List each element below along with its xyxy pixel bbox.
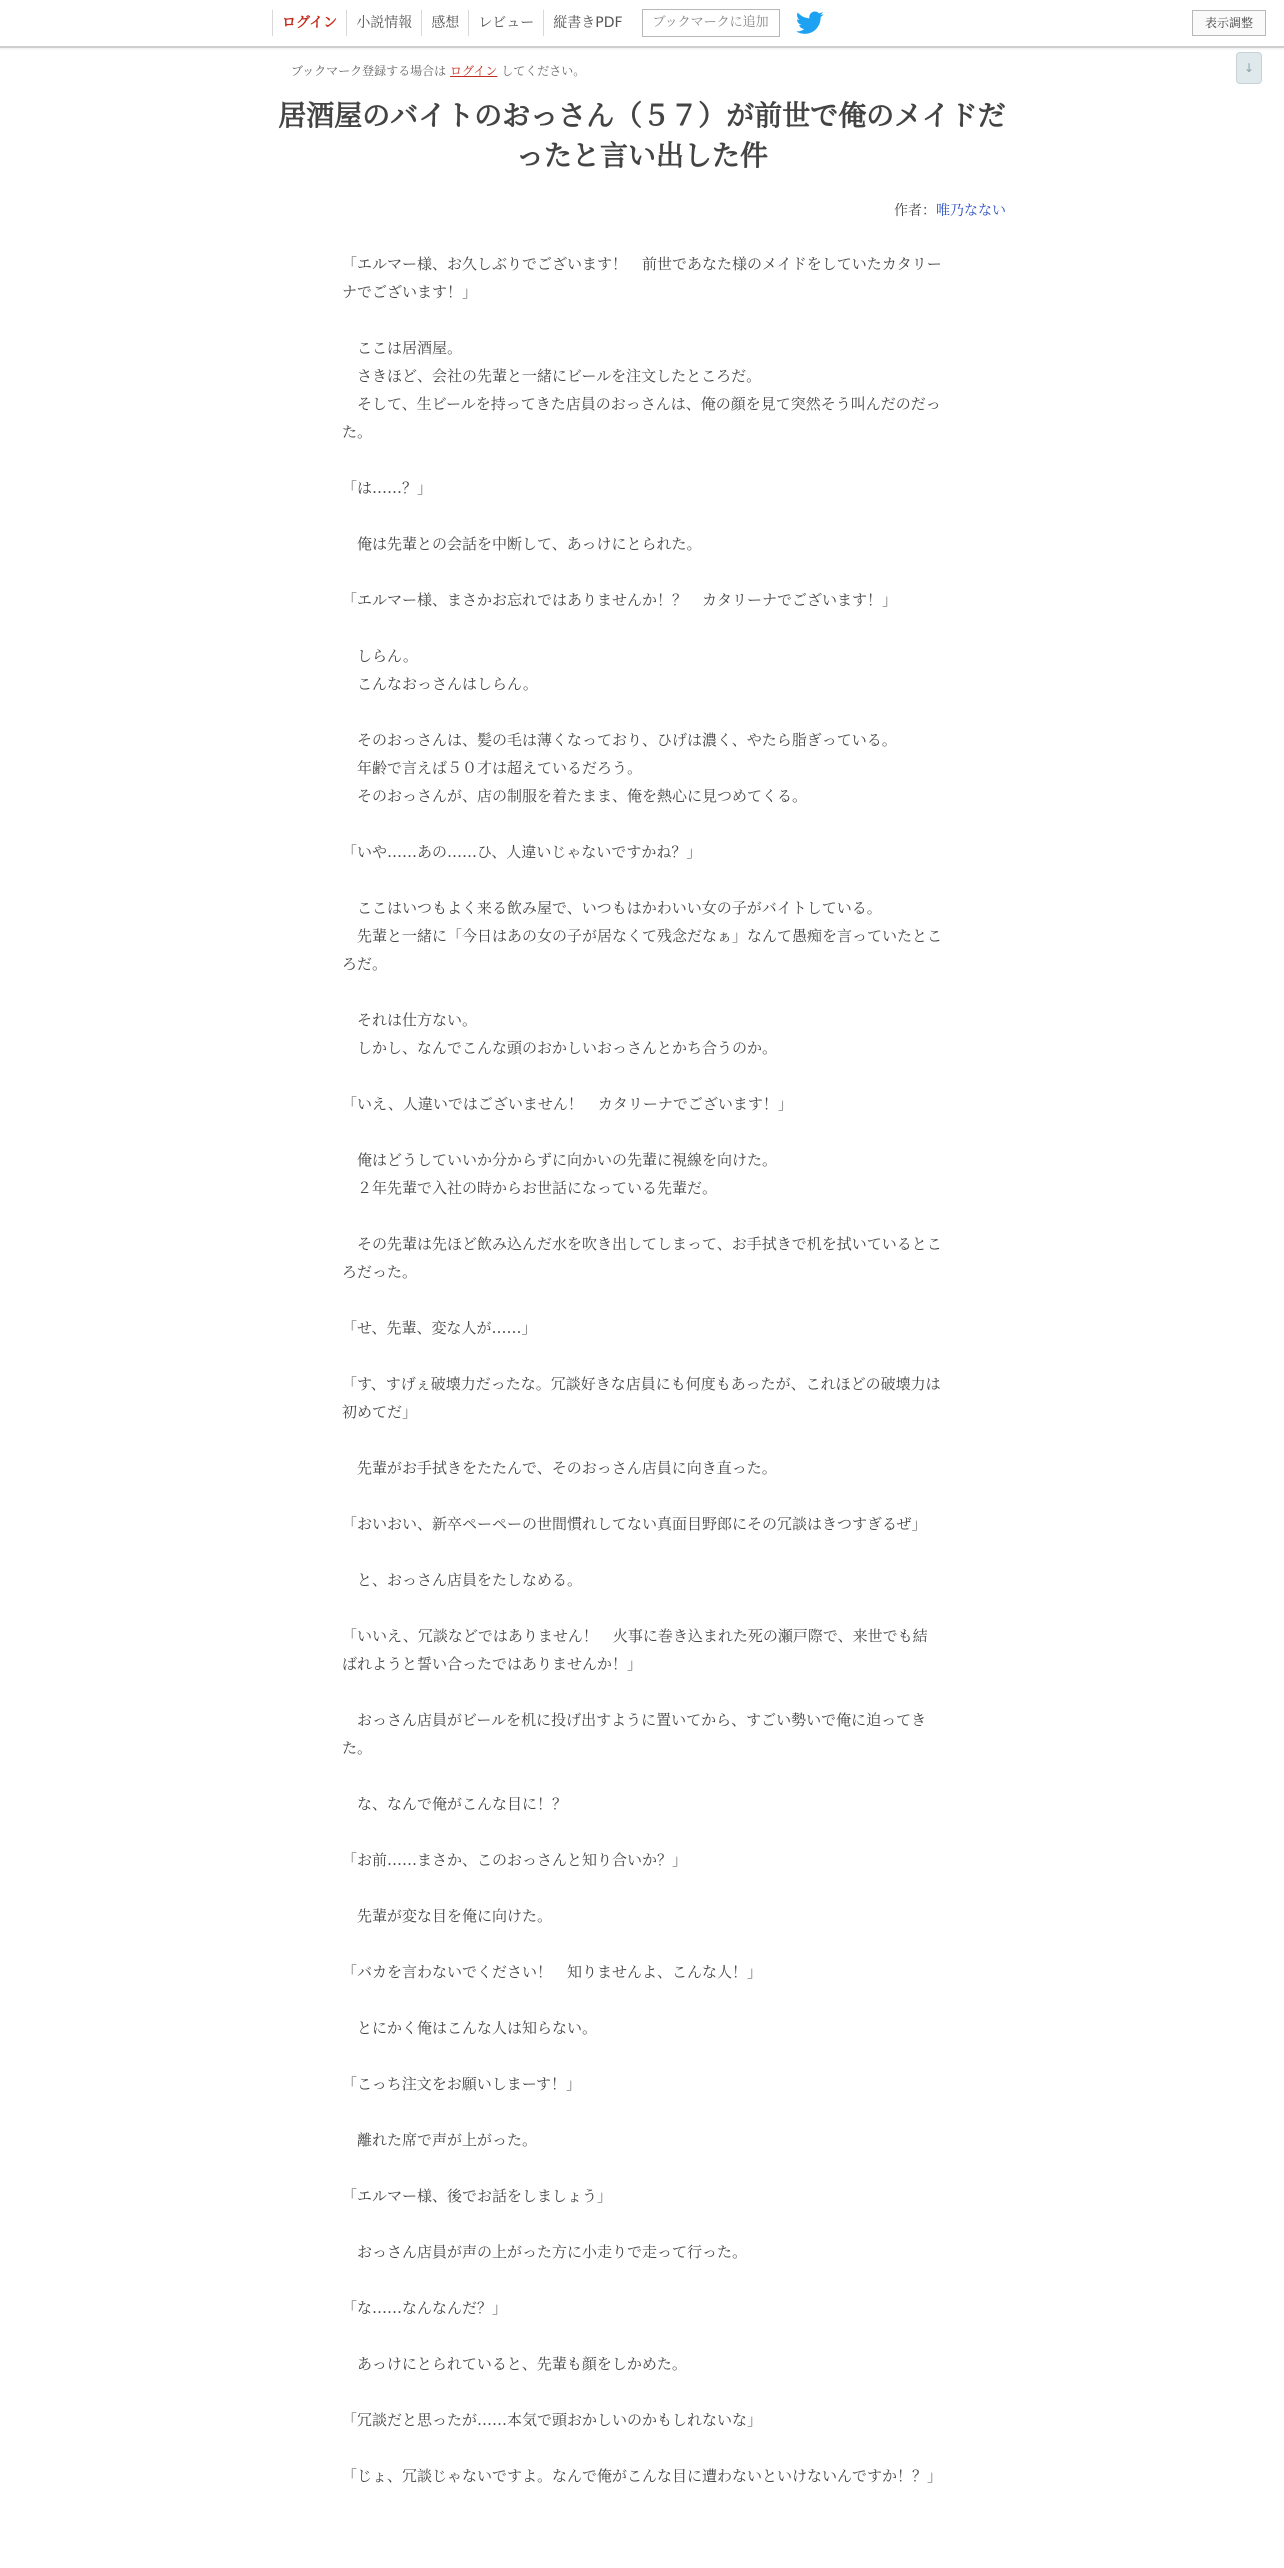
scroll-down-button[interactable] (1236, 52, 1262, 84)
body-paragraph: 「いいえ、冗談などではありません！ 火事に巻き込まれた死の瀬戸際で、来世でも結ばれようと誓い合ったではありませんか！」 (342, 1627, 928, 1673)
blank-line (342, 1986, 942, 2014)
blank-line (342, 1874, 942, 1902)
body-paragraph: しらん。 (342, 647, 418, 665)
bookmark-notice-prefix: ブックマーク登録する場合は (291, 64, 447, 78)
add-bookmark-button[interactable]: ブックマークに追加 (642, 9, 780, 37)
body-paragraph: それは仕方ない。 (342, 1011, 478, 1029)
blank-line (342, 1678, 942, 1706)
down-arrow-icon: ↓ (1243, 61, 1255, 75)
body-paragraph: そして、生ビールを持ってきた店員のおっさんは、俺の顔を見て突然そう叫んだのだった。 (342, 395, 941, 441)
body-paragraph: 「じょ、冗談じゃないですよ。なんで俺がこんな目に遭わないといけないんですか！？」 (342, 2467, 943, 2485)
body-paragraph: 先輩が変な目を俺に向けた。 (342, 1907, 553, 1925)
body-paragraph: ここはいつもよく来る飲み屋で、いつもはかわいい女の子がバイトしている。 (342, 899, 882, 917)
blank-line (342, 1426, 942, 1454)
body-paragraph: とにかく俺はこんな人は知らない。 (342, 2019, 598, 2037)
blank-line (342, 1202, 942, 1230)
author-name-link[interactable]: 唯乃なない (936, 203, 1006, 219)
body-paragraph: 「おいおい、新卒ペーペーの世間慣れしてない真面目野郎にその冗談はきつすぎるぜ」 (342, 1515, 927, 1533)
author-label: 作者： (894, 203, 936, 219)
blank-line (342, 2434, 942, 2462)
body-paragraph: 「な……なんなんだ？」 (342, 2299, 508, 2317)
nav-impressions-link[interactable]: 感想 (421, 10, 468, 36)
body-paragraph: 「お前……まさか、このおっさんと知り合いか？」 (342, 1851, 688, 1869)
top-navigation-bar (0, 0, 1284, 48)
blank-line (342, 866, 942, 894)
body-paragraph: 「冗談だと思ったが……本気で頭おかしいのかもしれないな」 (342, 2411, 763, 2429)
body-paragraph: 「す、すげぇ破壊力だったな。冗談好きな店員にも何度もあったが、これほどの破壊力は初めてだ」 (342, 1375, 941, 1421)
blank-line (342, 2266, 942, 2294)
body-paragraph: さきほど、会社の先輩と一緒にビールを注文したところだ。 (342, 367, 762, 385)
nav-review-link[interactable]: レビュー (468, 10, 543, 36)
blank-line (342, 978, 942, 1006)
body-paragraph: しかし、なんでこんな頭のおかしいおっさんとかち合うのか。 (342, 1039, 778, 1057)
body-paragraph: その先輩は先ほど飲み込んだ水を吹き出してしまって、お手拭きで机を拭いているところだった。 (342, 1235, 942, 1281)
body-paragraph: そのおっさんが、店の制服を着たまま、俺を熱心に見つめてくる。 (342, 787, 808, 805)
body-paragraph: ここは居酒屋。 (342, 339, 463, 357)
blank-line (342, 2098, 942, 2126)
body-paragraph: な、なんで俺がこんな目に！？ (342, 1795, 568, 1813)
blank-line (342, 502, 942, 530)
body-paragraph: 俺は先輩との会話を中断して、あっけにとられた。 (342, 535, 702, 553)
blank-line (342, 558, 942, 586)
bookmark-notice-login-link[interactable]: ログイン (450, 64, 498, 78)
bookmark-notice-suffix: してください。 (501, 64, 586, 78)
blank-line (342, 1342, 942, 1370)
blank-line (342, 614, 942, 642)
blank-line (342, 810, 942, 838)
blank-line (342, 1118, 942, 1146)
blank-line (342, 2378, 942, 2406)
body-paragraph: 先輩と一緒に「今日はあの女の子が居なくて残念だなぁ」なんて愚痴を言っていたところだ。 (342, 927, 943, 973)
nav-login-link[interactable]: ログイン (272, 10, 346, 36)
blank-line (342, 306, 942, 334)
blank-line (342, 2042, 942, 2070)
body-paragraph: 俺はどうしていいか分からずに向かいの先輩に視線を向けた。 (342, 1151, 778, 1169)
nav-vertical-pdf-link[interactable]: 縦書きPDF (543, 10, 631, 36)
blank-line (342, 1482, 942, 1510)
body-paragraph: そのおっさんは、髪の毛は薄くなっており、ひげは濃く、やたら脂ぎっている。 (342, 731, 897, 749)
blank-line (342, 2210, 942, 2238)
body-paragraph: 「いえ、人違いではございません！ カタリーナでございます！」 (342, 1095, 793, 1113)
blank-line (342, 1818, 942, 1846)
body-paragraph: 「バカを言わないでください！ 知りませんよ、こんな人！」 (342, 1963, 763, 1981)
body-paragraph: 「は……？」 (342, 479, 433, 497)
blank-line (342, 446, 942, 474)
blank-line (342, 1062, 942, 1090)
body-paragraph: 先輩がお手拭きをたたんで、そのおっさん店員に向き直った。 (342, 1459, 777, 1477)
blank-line (342, 2154, 942, 2182)
blank-line (342, 1762, 942, 1790)
blank-line (342, 698, 942, 726)
body-paragraph: おっさん店員がビールを机に投げ出すように置いてから、すごい勢いで俺に迫ってきた。 (342, 1711, 927, 1757)
body-paragraph: 「せ、先輩、変な人が……」 (342, 1319, 537, 1337)
author-line (700, 200, 1006, 220)
novel-body-text (342, 250, 942, 2490)
body-paragraph: 年齢で言えば５０才は超えているだろう。 (342, 759, 643, 777)
twitter-share-icon[interactable] (796, 11, 824, 35)
body-paragraph: ２年先輩で入社の時からお世話になっている先輩だ。 (342, 1179, 718, 1197)
body-paragraph: 「こっち注文をお願いしまーす！」 (342, 2075, 581, 2093)
body-paragraph: 「いや……あの……ひ、人違いじゃないですかね？」 (342, 843, 702, 861)
body-paragraph: 「エルマー様、お久しぶりでございます！ 前世であなた様のメイドをしていたカタリーナでございます！」 (342, 255, 942, 301)
body-paragraph: おっさん店員が声の上がった方に小走りで走って行った。 (342, 2243, 748, 2261)
blank-line (342, 2322, 942, 2350)
body-paragraph: 「エルマー様、まさかお忘れではありませんか！？ カタリーナでございます！」 (342, 591, 898, 609)
blank-line (342, 1286, 942, 1314)
blank-line (342, 1538, 942, 1566)
nav-menu (272, 0, 824, 46)
body-paragraph: と、おっさん店員をたしなめる。 (342, 1571, 583, 1589)
twitter-bird-icon (796, 11, 824, 35)
body-paragraph: あっけにとられていると、先輩も顔をしかめた。 (342, 2355, 687, 2373)
novel-title: 居酒屋のバイトのおっさん（５７）が前世で俺のメイドだったと言い出した件 (278, 99, 1006, 172)
blank-line (342, 1594, 942, 1622)
blank-line (342, 1930, 942, 1958)
nav-novel-info-link[interactable]: 小説情報 (346, 10, 421, 36)
display-settings-button[interactable]: 表示調整 (1192, 10, 1266, 36)
body-paragraph: 「エルマー様、後でお話をしましょう」 (342, 2187, 613, 2205)
bookmark-login-notice (291, 62, 585, 79)
body-paragraph: こんなおっさんはしらん。 (342, 675, 538, 693)
body-paragraph: 離れた席で声が上がった。 (342, 2131, 538, 2149)
